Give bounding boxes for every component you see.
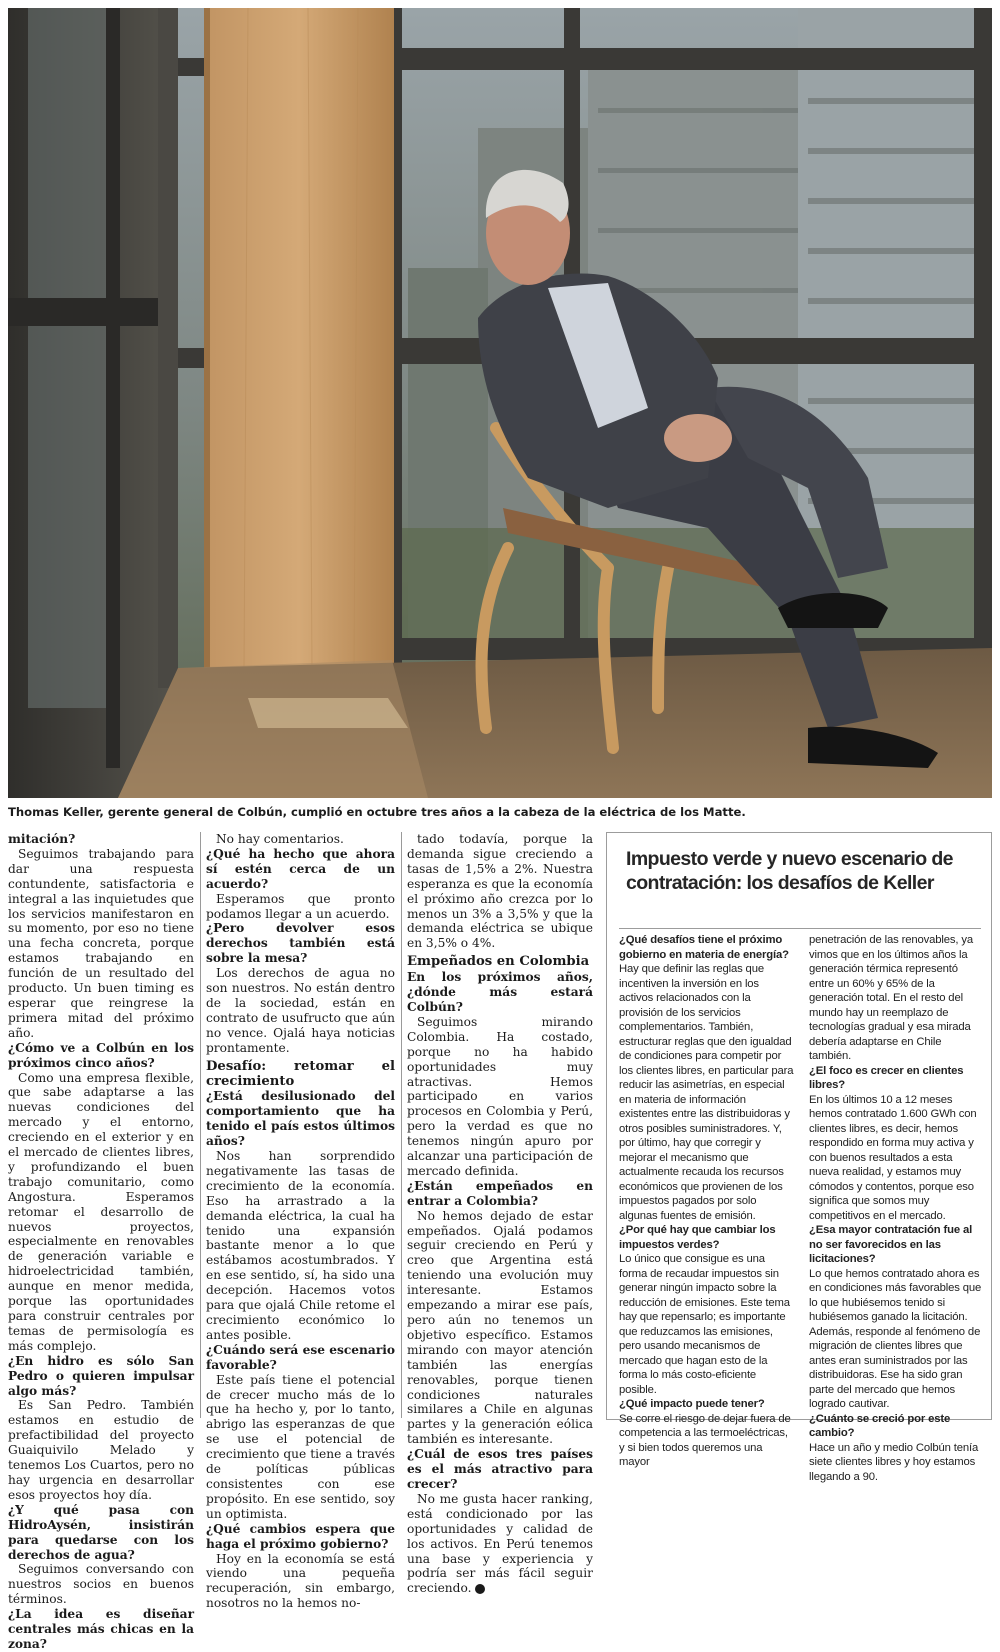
sidebar-divider [619, 928, 981, 929]
question: ¿Cuánto se creció por este cambio? [809, 1412, 951, 1439]
article-column-3 [407, 832, 593, 1596]
article-photo [8, 8, 992, 798]
section-heading: Empeñados en Colombia [407, 954, 590, 970]
answer: Seguimos mirando Colombia. Ha costado, porque no ha habido oportunidades muy atractivas. Hemos participado en varios procesos en Colombia y Perú, pero la verdad es que no tenemos ningún apuro por alcanzar una participación de mercado definida. [407, 1014, 593, 1178]
section-heading: Desafío: retomar el crecimiento [206, 1058, 395, 1089]
answer: Como una empresa flexible, que sabe adaptarse a las nuevas condiciones del mercado y el entorno, creciendo en el exterior y en el mercado de clientes libres, y profundizando el buen trabajo comunitario, como Angostura. Esperamos retomar el desarrollo de nuevos proyectos, especialmente en renovables de generación variable e hidroelectricidad también, aunque en menor medida, porque las oportunidades para construir centrales por temas de permisología es más complejo. [8, 1070, 194, 1353]
question: ¿Cuál de esos tres países es el más atractivo para crecer? [407, 1447, 593, 1491]
question: ¿Están empeñados en entrar a Colombia? [407, 1178, 593, 1208]
question: ¿Esa mayor contratación fue al no ser favorecidos en las licitaciones? [809, 1224, 973, 1265]
question: ¿Qué cambios espera que haga el próximo gobierno? [206, 1521, 395, 1551]
question: ¿En hidro es sólo San Pedro o quieren impulsar algo más? [8, 1353, 194, 1398]
sidebar-column-2 [809, 933, 985, 1483]
sidebar-box [606, 832, 992, 1483]
answer: Lo único que consigue es una forma de recaudar impuestos sin generar ningún impacto sobre la reducción de emisiones. Este tema hay que repensarlo; es importante que reduzcamos las emisiones, pero usando mecanismos de mercado que hagan esto de la forma lo más costo-eficiente posible. [619, 1253, 790, 1396]
question: ¿Cuándo será ese escenario favorable? [206, 1342, 395, 1372]
question: ¿El foco es crecer en clientes libres? [809, 1064, 964, 1091]
answer: Nos han sorprendido negativamente las tasas de crecimiento de la economía. Eso ha arrastrado a la demanda eléctrica, la cual ha tenido una expansión bastante menor a lo que estábamos acostumbrados. Y en ese sentido, sí, ha sido una decepción. Hacemos votos para que ojalá Chile retome el crecimiento económico lo antes posible. [206, 1149, 395, 1342]
question: ¿Cómo ve a Colbún en los próximos cinco años? [8, 1040, 194, 1070]
article-column-1 [8, 832, 194, 1651]
sidebar-column-1 [619, 933, 795, 1468]
question: ¿Qué desafíos tiene el próximo gobierno en materia de energía? [619, 934, 789, 961]
question: mitación? [8, 832, 76, 846]
answer: tado todavía, porque la demanda sigue creciendo a tasas de 1,5% a 2%. Nuestra esperanza es que la economía el próximo año crezca por lo menos un 3% a 3,5% y que la demanda eléctrica se ubique en 3,5% o 4%. [407, 832, 593, 951]
answer: No hemos dejado de estar empeñados. Ojalá podamos seguir creciendo en Perú y creo que Argentina está teniendo una evolución muy interesante. Estamos empezando a mirar ese país, pero aún no tenemos un objetivo específico. Estamos mirando con mayor atención también las energías renovables, porque tienen condiciones naturales similares a Chile en algunas partes y la generación eólica también es interesante. [407, 1208, 593, 1447]
answer: Se corre el riesgo de dejar fuera de competencia a las termoeléctricas, y si bien todos queremos una mayor [619, 1412, 791, 1468]
column-divider [200, 832, 201, 1418]
answer: Hace un año y medio Colbún tenía siete clientes libres y hoy estamos llegando a 90. [809, 1441, 979, 1483]
question: ¿Y qué pasa con HidroAysén, insistirán para quedarse con los derechos de agua? [8, 1502, 194, 1562]
question: ¿Qué ha hecho que ahora sí estén cerca de un acuerdo? [206, 846, 395, 891]
answer: Esperamos que pronto podamos llegar a un acuerdo. [206, 891, 395, 921]
answer: Seguimos trabajando para dar una respuesta contundente, satisfactoria e integral a las inquietudes que los servicios manifestaron en su momento, por eso no tiene una fecha concreta, porque estamos trabajando en función de un resultado del producto. Un buen timing es esperar que reingrese la primera mitad del próximo año. [8, 846, 194, 1040]
end-of-article-mark: N [475, 1584, 485, 1594]
answer: Lo que hemos contratado ahora es en condiciones más favorables que lo que hubiésemos tenido si hubiésemos ganado la licitación. Además, responde al fenómeno de migración de clientes libres que antes eran suministrados por las distribuidoras. Ese ha sido gran parte del mercado que hemos logrado cautivar. [809, 1267, 982, 1410]
question: ¿Pero devolver esos derechos también está sobre la mesa? [206, 921, 395, 966]
question: En los próximos años, ¿dónde más estará Colbún? [407, 970, 593, 1014]
question: ¿Está desilusionado del comportamiento que ha tenido el país estos últimos años? [206, 1089, 395, 1149]
sidebar-title: Impuesto verde y nuevo escenario de contratación: los desafíos de Keller [626, 848, 953, 894]
answer: Hoy en la economía se está viendo una pequeña recuperación, sin embargo, nosotros no la hemos no- [206, 1551, 395, 1611]
photo-caption: Thomas Keller, gerente general de Colbún, cumplió en octubre tres años a la cabeza de la eléctrica de los Matte. [8, 805, 746, 819]
question: ¿Qué impacto puede tener? [619, 1398, 765, 1410]
answer: No hay comentarios. [216, 832, 344, 846]
photo-illustration [8, 8, 992, 798]
column-divider [401, 832, 402, 1418]
answer: Este país tiene el potencial de crecer mucho más de lo que ha hecho y, por lo tanto, abrigo las esperanzas de que se use el potencial de crecimiento que tiene a través de políticas públicas consistentes con ese propósito. En ese sentido, soy un optimista. [206, 1372, 395, 1521]
question: ¿La idea es diseñar centrales más chicas en la zona? [8, 1607, 194, 1651]
answer: penetración de las renovables, ya vimos que en los últimos años la generación térmica representó entre un 60% y 65% de la generación total. En el resto del mundo hay un reemplazo de tecnologías gradual y esa mirada debería adaptarse en Chile también. [809, 934, 973, 1062]
answer: Es San Pedro. También estamos en estudio de prefactibilidad del proyecto Guaiquivilo Melado y tenemos Los Cuartos, pero no hay urgencia en desarrollar esos proyectos hoy día. [8, 1398, 194, 1502]
article-column-2 [206, 832, 395, 1611]
answer: Hay que definir las reglas que incentiven la inversión en los activos relacionados con la provisión de los servicios complementarios. También, estructurar reglas que den igualdad de condiciones para competir por los clientes libres, en particular para reducir las asimetrías, en especial en materia de información existentes entre las distribuidoras y otros posibles suministradores. Y, por último, hay que corregir y mejorar el mecanismo que actualmente recauda los recursos económicos que provienen de los impuestos pagados por solo algunas fuentes de emisión. [619, 963, 794, 1222]
answer: No me gusta hacer ranking, está condicionado por las oportunidades y calidad de los activos. En Perú tenemos una base y experiencia y podría ser más fácil seguir creciendo. N [407, 1491, 593, 1596]
answer: Seguimos conversando con nuestros socios en buenos términos. [8, 1562, 194, 1607]
answer: Los derechos de agua no son nuestros. No están dentro de la sociedad, están en contrato de usufructo que aún no vence. Ojalá haya noticias prontamente. [206, 966, 395, 1055]
question: ¿Por qué hay que cambiar los impuestos verdes? [619, 1224, 776, 1251]
answer: En los últimos 10 a 12 meses hemos contratado 1.600 GWh con clientes libres, es decir, hemos respondido en forma muy activa y con buenos resultados a esta nueva realidad, y estamos muy cómodos y contentos, porque eso significa que somos muy competitivos en el mercado. [809, 1093, 977, 1222]
